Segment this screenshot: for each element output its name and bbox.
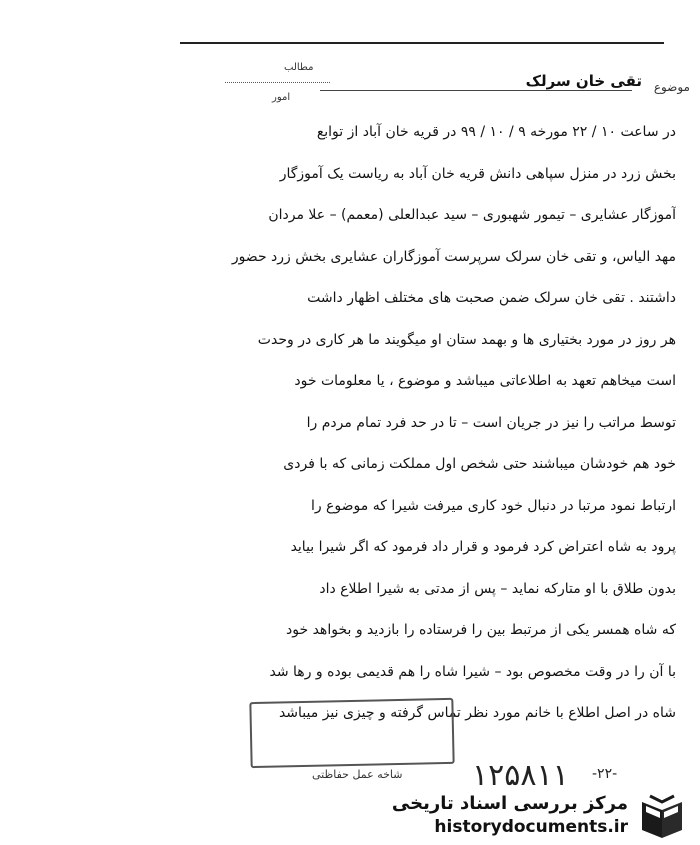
body-line: خود هم خودشان میباشند حتی شخص اول مملکت زمانی که با فردی bbox=[283, 456, 676, 472]
watermark-title: مرکز بررسی اسناد تاریخی bbox=[391, 793, 628, 814]
header-small-label-above: مطالب bbox=[284, 62, 314, 73]
body-line: ارتباط نمود مرتبا در دنبال خود کاری میرفت شیرا که موضوع را bbox=[310, 497, 676, 514]
header-dotted-line bbox=[225, 82, 330, 83]
body-line: بخش زرد در منزل سپاهی دانش قریه خان آباد به ریاست یک آموزگار bbox=[279, 165, 676, 182]
body-line: داشتند . تقی خان سرلک ضمن صحبت های مختلف اظهار داشت bbox=[307, 290, 676, 306]
body-line: است میخاهم تعهد به اطلاعاتی میباشد و موضوع ، یا معلومات خود bbox=[294, 373, 676, 389]
body-line: شاه در اصل اطلاع با خانم مورد نظر تماس گرفته و چیزی نیز میباشد bbox=[278, 705, 676, 721]
document-code: ۱۲۵۸۱۱ bbox=[472, 758, 569, 793]
stamp-caption: شاخه عمل حفاظتی bbox=[312, 768, 403, 781]
body-line: توسط مراتب را نیز در جریان است – تا در حد فرد تمام مردم را bbox=[306, 414, 676, 431]
subject-value: تقی خان سرلک bbox=[525, 72, 642, 90]
body-line: هر روز در مورد بختیاری ها و بهمد ستان او میگویند ما هر کاری در وحدت bbox=[257, 331, 676, 348]
body-line: پرود به شاه اعتراض کرد فرمود و قرار داد فرمود که اگر شیرا بیاید bbox=[290, 539, 676, 555]
subject-label: موضوع bbox=[653, 80, 690, 94]
watermark-url: historydocuments.ir bbox=[434, 817, 628, 837]
header-small-label-below: امور bbox=[272, 92, 291, 103]
page-number: -۲۲- bbox=[592, 766, 618, 782]
open-book-logo-icon bbox=[636, 792, 688, 842]
document-body bbox=[16, 112, 676, 735]
body-line: که شاه همسر یکی از مرتبط بین را فرستاده را بازدید و بخواهد خود bbox=[286, 622, 676, 638]
body-line: بدون طلاق با او متارکه نماید – پس از مدتی به شیرا اطلاع داد bbox=[319, 580, 676, 597]
subject-underline bbox=[320, 90, 632, 91]
body-line: آموزگار عشایری – تیمور شهبوری – سید عبدالعلی (معمم) – علا مردان bbox=[268, 207, 676, 223]
top-divider bbox=[180, 42, 664, 44]
body-line: با آن را در وقت مخصوص بود – شیرا شاه را هم قدیمی بوده و رها شد bbox=[269, 663, 676, 680]
body-line: مهد الیاس، و تقی خان سرلک سرپرست آموزگاران عشایری بخش زرد حضور bbox=[231, 248, 676, 265]
body-line: در ساعت ۱۰ / ۲۲ مورخه ۹ / ۱۰ / ۹۹ در قریه خان آباد از توابع bbox=[316, 124, 676, 140]
redaction-stamp-box bbox=[249, 698, 454, 768]
